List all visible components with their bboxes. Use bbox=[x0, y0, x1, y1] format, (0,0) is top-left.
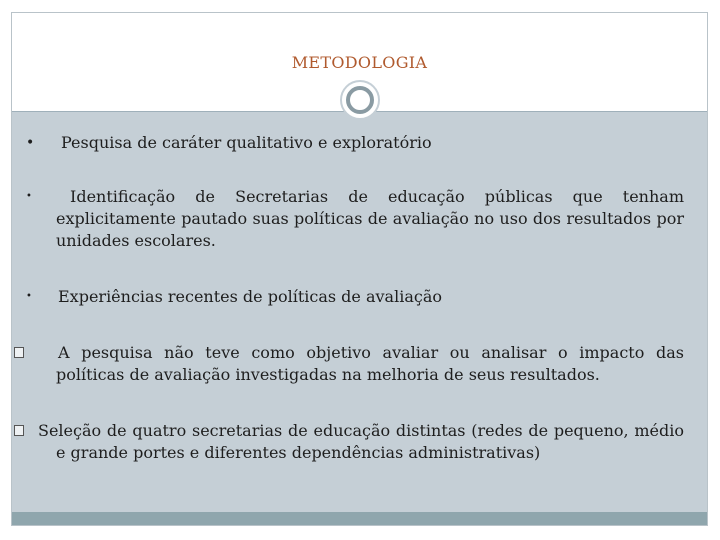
circle-ornament-icon bbox=[340, 80, 380, 120]
item-text: A pesquisa não teve como objetivo avaliar ou analisar o impacto das políticas de avaliação investigadas na melhoria de seus resultados. bbox=[56, 343, 684, 384]
bullet-dot-icon: • bbox=[26, 135, 35, 151]
item-text: Identificação de Secretarias de educação públicas que tenham explicitamente pautado suas políticas de avaliação no uso dos resultados por unidades escolares. bbox=[56, 187, 684, 250]
checkbox-bullet-icon bbox=[14, 342, 34, 364]
item-text: Experiências recentes de políticas de avaliação bbox=[58, 287, 442, 306]
bullet-dot-icon: • bbox=[26, 191, 32, 202]
item-text: Seleção de quatro secretarias de educação distintas (redes de pequeno, médio e grande portes e diferentes dependências administrativas) bbox=[38, 421, 684, 462]
list-item bbox=[14, 186, 684, 252]
slide-title: METODOLOGIA bbox=[291, 53, 428, 72]
checkbox-bullet-icon bbox=[14, 420, 34, 442]
list-item bbox=[14, 420, 684, 464]
list-item bbox=[14, 286, 684, 308]
list-item bbox=[14, 342, 684, 386]
footer-bar bbox=[12, 512, 707, 525]
item-text: Pesquisa de caráter qualitativo e exploratório bbox=[61, 133, 432, 152]
list-item bbox=[14, 132, 684, 154]
ring-icon bbox=[346, 86, 374, 114]
bullet-dot-icon: • bbox=[26, 291, 32, 302]
